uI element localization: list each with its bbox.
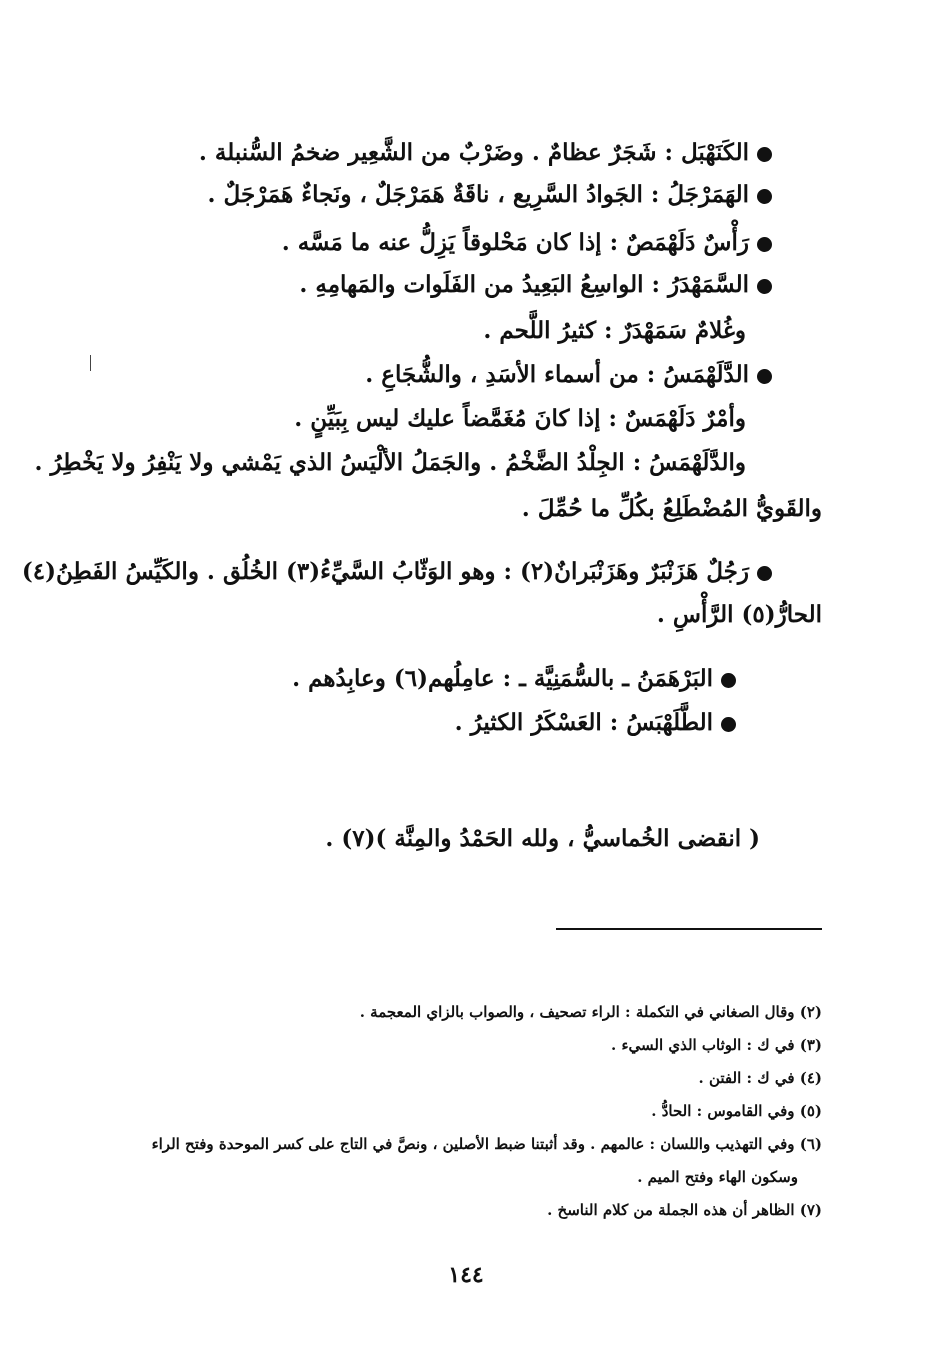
entry-text: رَأْسٌ دَلَهْمَصٌ : إذا كان مَحْلوقاً يَزِلُّ عنه ما مَسَّه .	[281, 229, 749, 256]
page-number: ١٤٤	[448, 1262, 484, 1288]
entry-text: الدَّلَهْمَسُ : من أسماء الأسَدِ ، والشُّجَاعِ .	[365, 361, 749, 388]
entry-text: الكَنَهْبَل : شَجَرٌ عظامٌ . وضَرْبٌ من الشَّعِير ضخمُ السُّنبلة .	[198, 139, 749, 166]
entry-text: السَّمَهْدَرُ : الواسِعُ البَعِيدُ من الفَلَوات والمَهامِهِ .	[299, 271, 749, 298]
entry-text: والدَّلَهْمَسُ : الجِلْدُ الضَّخْمُ . والجَمَلُ الألْيَسُ الذي يَمْشي ولا يَنْفِرُ ولا يَخْطِرُ .	[34, 449, 746, 476]
entry-talahbas	[455, 706, 736, 740]
bullet-icon	[721, 673, 736, 688]
footnote-6: (٦) وفي التهذيب واللسان : عالمهم . وقد أثبتنا ضبط الأصلين ، ونصَّ في التاج على كسر الموحدة وفتح الراء	[151, 1135, 822, 1153]
entry-samahdar	[299, 268, 772, 302]
closing-statement: ( انقضى الخُماسيُّ ، ولله الحَمْدُ والمِنَّة )(٧) .	[325, 825, 760, 852]
entry-text: رَجُلٌ هَزَنْبَرٌ وهَزَنْبَرانٌ(٢) : وهو الوَثّابُ السَّيِّءُ(٣) الخُلُق . والكَيِّسُ الفَطِنُ(٤)	[21, 558, 749, 585]
entry-text: الطَّلَهْبَسُ : العَسْكَرُ الكثيرُ .	[454, 709, 713, 736]
bullet-icon	[757, 279, 772, 294]
entry-hazanbar-cont	[657, 598, 822, 632]
entry-dalahmas-matter	[294, 402, 746, 436]
bullet-icon	[757, 189, 772, 204]
entry-hamarjal	[208, 178, 772, 212]
entry-text: الهَمَرْجَلُ : الجَوادُ السَّرِيع ، ناقَةٌ هَمَرْجَلٌ ، ونَجاءٌ هَمَرْجَلٌ .	[207, 181, 749, 208]
entry-samahdar-boy	[483, 314, 746, 348]
footnote-separator	[556, 928, 822, 930]
footnote-6-cont: وسكون الهاء وفتح الميم .	[637, 1168, 798, 1186]
entry-text: وغُلامٌ سَمَهْدَرٌ : كثيرُ اللَّحم .	[483, 317, 746, 344]
bullet-icon	[757, 566, 772, 581]
footnote-4: (٤) في ك : الفتن .	[698, 1069, 822, 1087]
bullet-icon	[757, 237, 772, 252]
entry-barhaman	[292, 662, 736, 696]
footnote-7: (٧) الظاهر أن هذه الجملة من كلام الناسخ .	[547, 1201, 822, 1219]
footnote-3: (٣) في ك : الوثاب الذي السيء .	[611, 1036, 822, 1054]
bullet-icon	[757, 147, 772, 162]
entry-dalahmas-head	[282, 226, 772, 260]
margin-mark	[90, 355, 91, 371]
entry-text: الحارُّ(٥) الرَّأْسِ .	[656, 601, 822, 628]
entry-kanahbal	[199, 136, 772, 170]
bullet-icon	[757, 369, 772, 384]
entry-hazanbar	[21, 555, 772, 589]
entry-text: وأمْرٌ دَلَهْمَسٌ : إذا كانَ مُغَمَّضاً عليك ليس بِبَيِّنٍ .	[294, 405, 746, 432]
bullet-icon	[721, 717, 736, 732]
entry-text: البَرْهَمَنُ ـ بالسُّمَنِيَّة ـ : عامِلُهم(٦) وعابِدُهم .	[292, 665, 713, 692]
entry-text: والقَويُّ المُضْطَلِعُ بكُلِّ ما حُمِّلَ .	[521, 495, 822, 522]
entry-dalahmas-skin	[10, 446, 746, 480]
footnote-5: (٥) وفي القاموس : الحادُّ .	[651, 1102, 822, 1120]
footnote-2: (٢) وقال الصغاني في التكملة : الراء تصحيف ، والصواب بالزاي المعجمة .	[359, 1003, 822, 1021]
entry-dalahmas	[365, 358, 772, 392]
entry-dalahmas-strong	[522, 492, 822, 526]
